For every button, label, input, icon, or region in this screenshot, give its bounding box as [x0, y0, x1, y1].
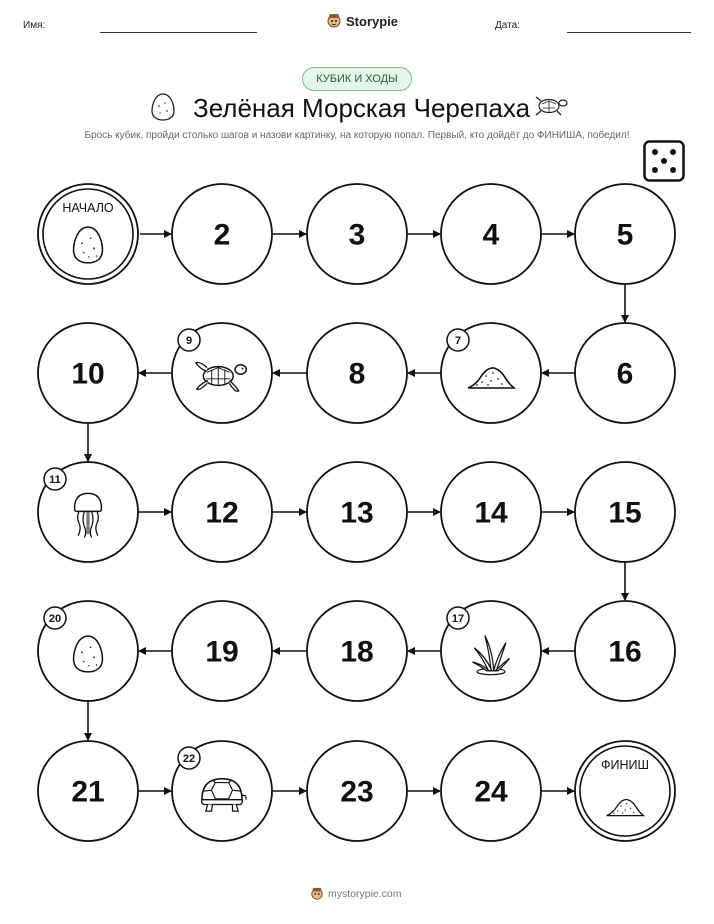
board-cell-18[interactable] [307, 601, 407, 701]
board-cell-21[interactable] [38, 741, 138, 841]
badge-number: 9 [185, 335, 193, 347]
cell-number: 12 [205, 496, 239, 530]
board-cell-15[interactable] [575, 462, 675, 562]
cell-number: 23 [340, 775, 374, 809]
board-cell-4[interactable] [441, 184, 541, 284]
board-cell-13[interactable] [307, 462, 407, 562]
name-label: Имя: [23, 20, 46, 31]
finish-label: ФИНИШ [601, 758, 649, 772]
board-cell-11[interactable] [38, 462, 138, 562]
footer [310, 886, 402, 902]
cell-number: 19 [205, 635, 239, 669]
badge-number: 17 [451, 613, 465, 625]
cell-number: 24 [474, 775, 508, 809]
start-label: НАЧАЛО [62, 201, 114, 215]
mascot-icon [310, 886, 324, 902]
cell-number: 8 [348, 357, 366, 391]
badge-number: 22 [182, 753, 196, 765]
date-label: Дата: [495, 20, 520, 31]
cell-circle [575, 741, 675, 841]
board-cell-2[interactable] [172, 184, 272, 284]
page-title: Зелёная Морская Черепаха [193, 93, 531, 123]
cell-number: 15 [608, 496, 642, 530]
cell-number: 14 [474, 496, 508, 530]
badge-number: 11 [49, 474, 61, 486]
game-type-pill: КУБИК И ХОДЫ [302, 67, 412, 91]
board-cell-24[interactable] [441, 741, 541, 841]
board-cell-12[interactable] [172, 462, 272, 562]
cell-number: 13 [340, 496, 374, 530]
instructions: Брось кубик, пройди столько шагов и назови картинку, на которую попал. Первый, кто дойдёт до ФИНИША, победил! [84, 130, 630, 141]
cell-number: 21 [71, 775, 105, 809]
board-cell-25[interactable] [575, 741, 675, 841]
board-cell-1[interactable] [38, 184, 138, 284]
footer-site: mystorypie.com [328, 888, 402, 900]
badge-number: 7 [454, 335, 462, 347]
egg-icon [74, 227, 103, 263]
board-cell-6[interactable] [575, 323, 675, 423]
board-cell-23[interactable] [307, 741, 407, 841]
cell-number: 3 [348, 218, 366, 252]
badge-number: 20 [48, 613, 62, 625]
board-cell-16[interactable] [575, 601, 675, 701]
board-cell-9[interactable] [172, 323, 272, 423]
board-cell-14[interactable] [441, 462, 541, 562]
board-cell-10[interactable] [38, 323, 138, 423]
cell-number: 2 [213, 218, 231, 252]
egg-icon [74, 636, 103, 672]
board-cell-20[interactable] [38, 601, 138, 701]
cell-number: 18 [340, 635, 374, 669]
brand-name: Storypie [346, 13, 399, 29]
cell-number: 10 [71, 357, 105, 391]
board-cell-8[interactable] [307, 323, 407, 423]
board-cell-22[interactable] [172, 741, 272, 841]
board-cell-17[interactable] [441, 601, 541, 701]
board-cell-3[interactable] [307, 184, 407, 284]
cell-number: 5 [616, 218, 634, 252]
board-cell-5[interactable] [575, 184, 675, 284]
cell-number: 16 [608, 635, 642, 669]
board-cell-7[interactable] [441, 323, 541, 423]
cell-number: 4 [482, 218, 500, 252]
cell-number: 6 [616, 357, 634, 391]
board-cell-19[interactable] [172, 601, 272, 701]
